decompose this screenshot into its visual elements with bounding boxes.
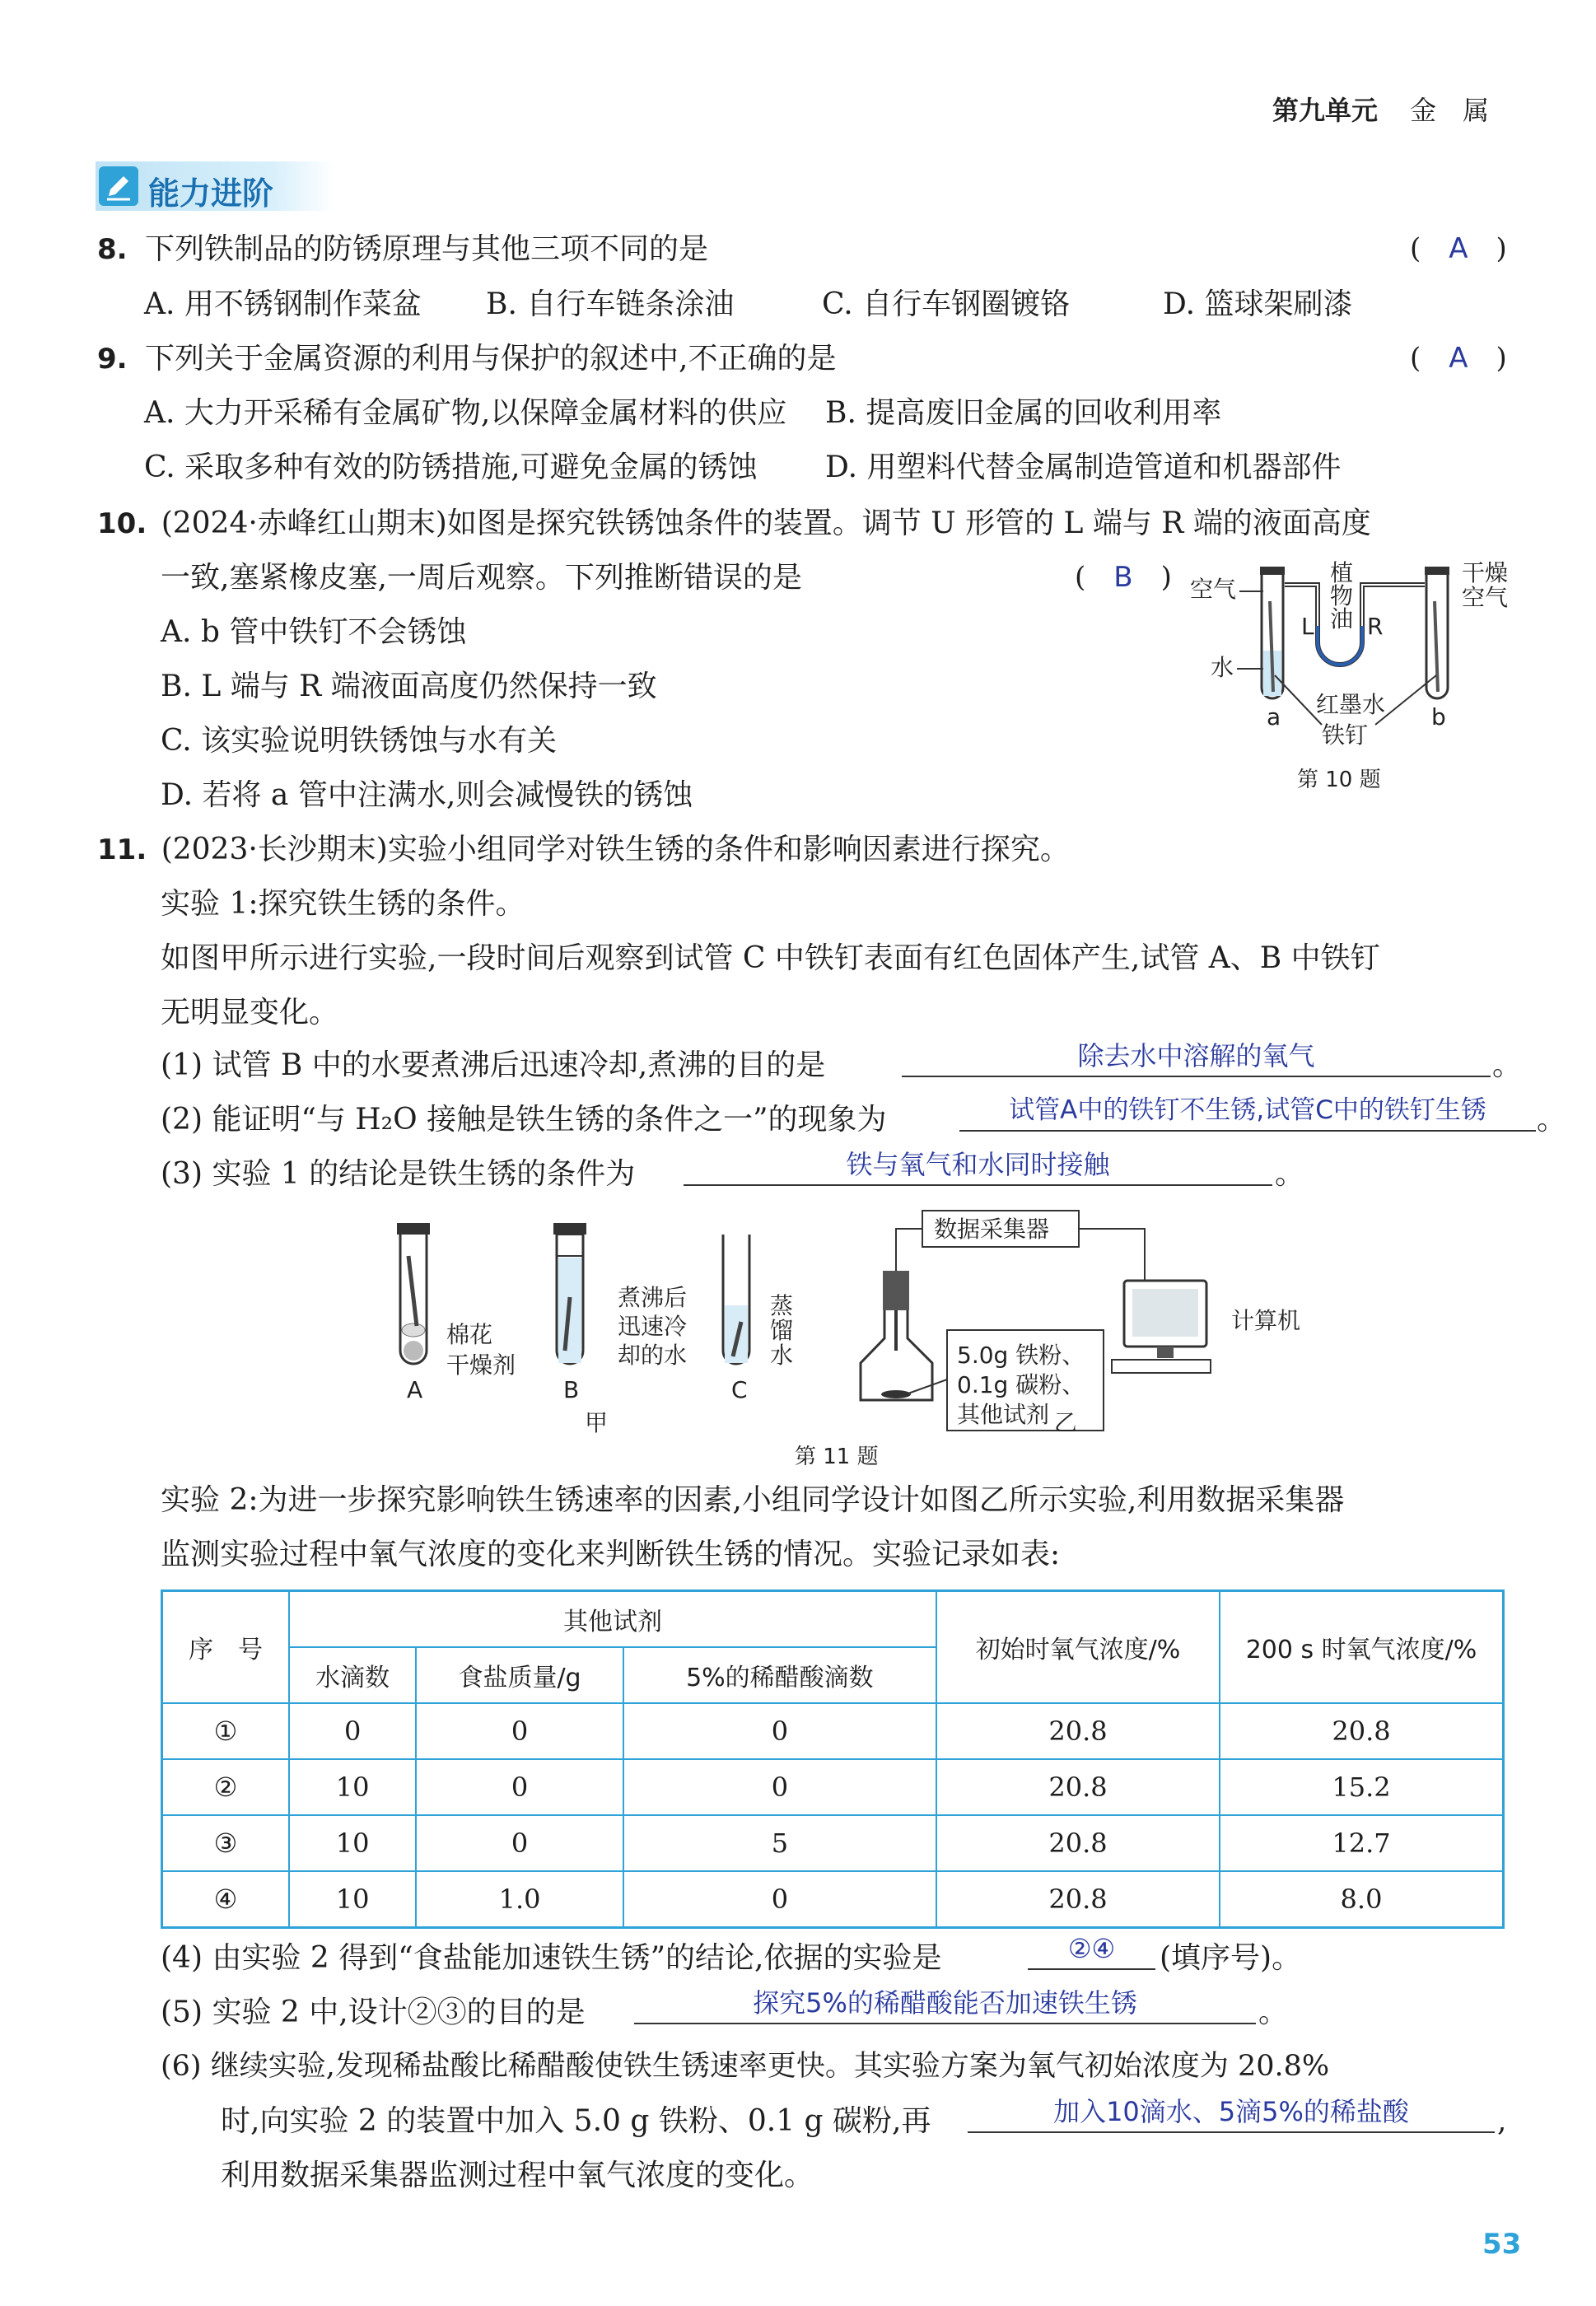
- q11-p6-line2-suffix: ,: [1497, 2104, 1507, 2138]
- th-seq: 序 号: [162, 1591, 290, 1704]
- q10-text-1: (2024·赤峰红山期末)如图是探究铁锈蚀条件的装置。调节 U 形管的 L 端与 R 端的液面高度: [161, 506, 1371, 540]
- fig10-L: L: [1301, 613, 1314, 640]
- cell-seq: ④: [162, 1871, 290, 1928]
- q11-p5: (5) 实验 2 中,设计②③的目的是: [161, 1996, 586, 2029]
- th-initial-o2: 初始时氧气浓度/%: [936, 1591, 1220, 1704]
- table-row: [162, 1871, 1504, 1928]
- fig11-reagent-3: 其他试剂: [957, 1401, 1050, 1428]
- q11-number: 11.: [97, 833, 147, 866]
- q9-stem: [97, 344, 836, 374]
- topic-label: 金 属: [1410, 95, 1490, 126]
- cell-200s: 20.8: [1220, 1703, 1504, 1759]
- cell-salt: 0: [416, 1703, 623, 1759]
- q11-p2-answer: 试管A中的铁钉不生锈,试管C中的铁钉生锈: [959, 1094, 1536, 1132]
- cell-vinegar: 0: [623, 1703, 936, 1759]
- fig11-tube-a: A: [407, 1376, 423, 1403]
- th-200s-o2: 200 s 时氧气浓度/%: [1220, 1591, 1504, 1704]
- q11-p4-answer: ②④: [1028, 1932, 1155, 1970]
- q8-number: 8.: [97, 233, 128, 266]
- q10-stem-line2: 一致,塞紧橡皮塞,一周后观察。下列推断错误的是: [161, 561, 802, 595]
- q8-option-c: C. 自行车钢圈镀铬: [822, 287, 1071, 321]
- cell-vinegar: 0: [623, 1871, 936, 1928]
- q11-p1-answer: 除去水中溶解的氧气: [902, 1039, 1491, 1077]
- q11-p3-suffix: 。: [1275, 1157, 1305, 1191]
- q8-option-d: D. 篮球架刷漆: [1163, 287, 1353, 321]
- fig11-distilled-2: 馏: [770, 1317, 794, 1344]
- q11-p6-line1-text: (6) 继续实验,发现稀盐酸比稀醋酸使铁生锈速率更快。其实验方案为氧气初始浓度为 20.8%: [161, 2050, 1330, 2083]
- q11-text: (2023·长沙期末)实验小组同学对铁生锈的条件和影响因素进行探究。: [161, 833, 1070, 866]
- fig11-collector: 数据采集器: [934, 1216, 1050, 1243]
- fig10-nail: 铁钉: [1322, 721, 1369, 749]
- q9-text: 下列关于金属资源的利用与保护的叙述中,不正确的是: [145, 342, 837, 376]
- exp1-title: 实验 1:探究铁生锈的条件。: [161, 887, 525, 921]
- cell-salt: 0: [416, 1815, 623, 1871]
- exp2-desc-2: 监测实验过程中氧气浓度的变化来判断铁生锈的情况。实验记录如表:: [161, 1538, 1061, 1571]
- q8-stem: [97, 232, 709, 266]
- cell-seq: ②: [162, 1759, 290, 1815]
- q11-p2: (2) 能证明“与 H₂O 接触是铁生锈的条件之一”的现象为: [161, 1103, 887, 1137]
- th-vinegar-drops: 5%的稀醋酸滴数: [623, 1647, 936, 1703]
- cell-water: 10: [289, 1871, 416, 1928]
- q11-p4-suffix: (填序号)。: [1160, 1941, 1302, 1975]
- fig10-oil-3: 油: [1330, 605, 1354, 633]
- fig10-oil-1: 植: [1330, 559, 1354, 586]
- q10-option-d: D. 若将 a 管中注满水,则会减慢铁的锈蚀: [161, 778, 693, 812]
- q8-option-b: B. 自行车链条涂油: [486, 287, 735, 321]
- q10-stem-line1: [97, 506, 1371, 540]
- fig11-caption: 第 11 题: [795, 1445, 879, 1469]
- th-water-drops: 水滴数: [289, 1647, 416, 1703]
- q10-option-b: B. L 端与 R 端液面高度仍然保持一致: [161, 670, 657, 703]
- fig11-cotton: 棉花: [446, 1321, 493, 1348]
- cell-water: 10: [289, 1815, 416, 1871]
- q10-answer: B: [1113, 561, 1133, 594]
- fig10-water: 水: [1211, 654, 1234, 681]
- cell-salt: 0: [416, 1759, 623, 1815]
- fig10-R: R: [1367, 613, 1384, 640]
- fig11-distilled-1: 蒸: [770, 1292, 794, 1319]
- cell-initial: 20.8: [936, 1815, 1220, 1871]
- fig11-computer: 计算机: [1231, 1307, 1301, 1334]
- fig11-boiled-1: 煮沸后: [618, 1284, 688, 1311]
- fig11-jia: 甲: [585, 1409, 609, 1436]
- q11-p2-suffix: 。: [1537, 1103, 1567, 1137]
- cell-200s: 15.2: [1220, 1759, 1504, 1815]
- fig11-desiccant: 干燥剂: [446, 1351, 516, 1379]
- q10-option-c: C. 该实验说明铁锈蚀与水有关: [161, 724, 558, 758]
- q11-p6-line3: 利用数据采集器监测过程中氧气浓度的变化。: [221, 2159, 814, 2192]
- fig10-a: a: [1267, 703, 1281, 731]
- fig11-reagent-2: 0.1g 碳粉、: [957, 1371, 1085, 1398]
- q11-figure: [379, 1207, 1318, 1478]
- page-number: 53: [1482, 2228, 1522, 2261]
- q8-answer: A: [1449, 232, 1468, 265]
- cell-salt: 1.0: [416, 1871, 623, 1928]
- q9-answer-paren: ( A ): [1410, 342, 1507, 375]
- q9-number: 9.: [97, 343, 128, 376]
- q10-number: 10.: [97, 507, 147, 540]
- table-row: [162, 1759, 1504, 1815]
- q8-text: 下列铁制品的防锈原理与其他三项不同的是: [145, 232, 709, 266]
- fig10-air-label: 空气: [1190, 576, 1237, 603]
- exp1-desc-1: 如图甲所示进行实验,一段时间后观察到试管 C 中铁钉表面有红色固体产生,试管 A、B 中铁钉: [161, 941, 1380, 975]
- fig10-red-ink: 红墨水: [1316, 691, 1386, 718]
- q11-p3: (3) 实验 1 的结论是铁生锈的条件为: [161, 1157, 636, 1191]
- q11-p6-answer: 加入10滴水、5滴5%的稀盐酸: [968, 2095, 1495, 2133]
- fig10-caption: 第 10 题: [1297, 768, 1381, 792]
- cell-200s: 12.7: [1220, 1815, 1504, 1871]
- q9-option-a: A. 大力开采稀有金属矿物,以保障金属材料的供应: [144, 396, 787, 430]
- q10-answer-paren: ( B ): [1075, 561, 1172, 594]
- fig10-dry-1: 干燥: [1462, 559, 1509, 586]
- cell-vinegar: 5: [623, 1815, 936, 1871]
- q8-answer-paren: ( A ): [1410, 232, 1507, 265]
- cell-water: 0: [289, 1703, 416, 1759]
- cell-water: 10: [289, 1759, 416, 1815]
- section-title: 能力进阶: [148, 175, 274, 212]
- fig11-tube-c: C: [731, 1376, 748, 1403]
- q11-p5-answer: 探究5%的稀醋酸能否加速铁生锈: [634, 1986, 1256, 2024]
- q11-p1-suffix: 。: [1492, 1048, 1523, 1082]
- q9-option-c: C. 采取多种有效的防锈措施,可避免金属的锈蚀: [144, 450, 758, 484]
- pencil-icon: [99, 166, 138, 206]
- section-banner: [96, 161, 334, 211]
- fig10-dry-2: 空气: [1462, 584, 1509, 611]
- q11-stem: [97, 835, 1070, 865]
- th-salt-mass: 食盐质量/g: [416, 1647, 623, 1703]
- fig10-b: b: [1431, 703, 1446, 731]
- q11-p6-line2: 时,向实验 2 的装置中加入 5.0 g 铁粉、0.1 g 碳粉,再: [221, 2104, 931, 2138]
- unit-label: 第九单元: [1272, 95, 1379, 126]
- q9-option-b: B. 提高废旧金属的回收利用率: [825, 396, 1222, 430]
- cell-initial: 20.8: [936, 1759, 1220, 1815]
- fig11-boiled-2: 迅速冷: [618, 1313, 688, 1340]
- fig11-tube-b: B: [563, 1376, 580, 1403]
- fig10-oil-2: 物: [1330, 582, 1354, 609]
- header-unit: [1272, 97, 1489, 124]
- cell-initial: 20.8: [936, 1703, 1220, 1759]
- q11-p4: (4) 由实验 2 得到“食盐能加速铁生锈”的结论,依据的实验是: [161, 1941, 942, 1975]
- q10-option-a: A. b 管中铁钉不会锈蚀: [161, 615, 467, 649]
- q10-figure: [1178, 552, 1524, 799]
- table-row: [162, 1815, 1504, 1871]
- exp1-desc-2: 无明显变化。: [161, 996, 339, 1029]
- q11-p1: (1) 试管 B 中的水要煮沸后迅速冷却,煮沸的目的是: [161, 1048, 826, 1082]
- experiment-table: [161, 1589, 1505, 1929]
- th-other-reagents: 其他试剂: [289, 1591, 936, 1648]
- cell-vinegar: 0: [623, 1759, 936, 1815]
- cell-200s: 8.0: [1220, 1871, 1504, 1928]
- q9-answer: A: [1449, 342, 1468, 375]
- cell-seq: ③: [162, 1815, 290, 1871]
- q11-p5-suffix: 。: [1258, 1996, 1289, 2029]
- fig11-distilled-3: 水: [770, 1342, 794, 1369]
- q8-option-a: A. 用不锈钢制作菜盆: [144, 287, 422, 321]
- q9-option-d: D. 用塑料代替金属制造管道和机器部件: [825, 450, 1342, 484]
- fig11-yi: 乙: [1054, 1409, 1078, 1436]
- exp2-desc-1: 实验 2:为进一步探究影响铁生锈速率的因素,小组同学设计如图乙所示实验,利用数据采集器: [161, 1483, 1345, 1517]
- q11-p3-answer: 铁与氧气和水同时接触: [684, 1148, 1272, 1186]
- table-row: [162, 1703, 1504, 1759]
- fig11-boiled-3: 却的水: [618, 1342, 688, 1369]
- fig11-reagent-1: 5.0g 铁粉、: [957, 1342, 1085, 1369]
- cell-initial: 20.8: [936, 1871, 1220, 1928]
- cell-seq: ①: [162, 1703, 290, 1759]
